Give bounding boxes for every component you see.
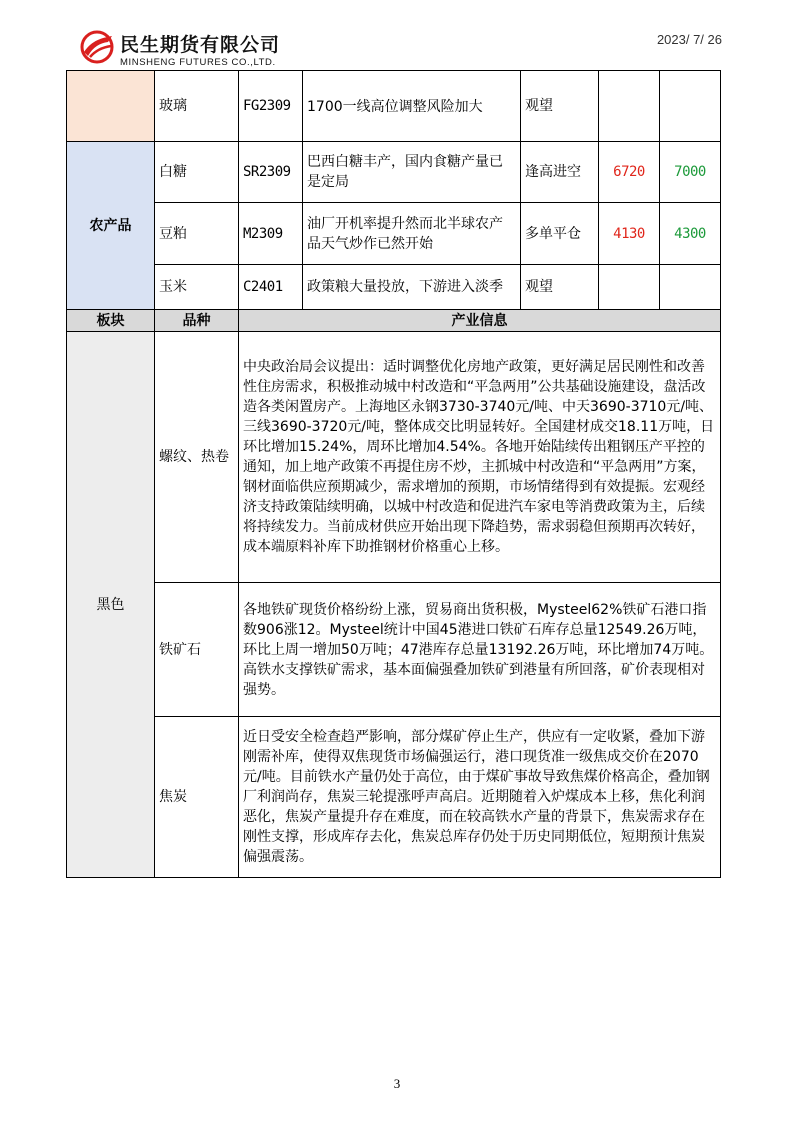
table-row: [67, 583, 721, 717]
strategy-cell: 观望: [521, 265, 599, 310]
variety-cell: 焦炭: [155, 717, 239, 878]
page-number: 3: [393, 1076, 401, 1091]
target-cell: [660, 71, 721, 142]
code-cell: SR2309: [239, 142, 303, 203]
report-date: 2023/ 7/ 26: [656, 32, 722, 47]
code-cell: FG2309: [239, 71, 303, 142]
table-row: [67, 332, 721, 583]
info-header-row: [67, 310, 721, 332]
company-name-cn: 民生期货有限公司: [120, 34, 281, 56]
logic-cell: 巴西白糖丰产，国内食糖产量已是定局: [303, 142, 521, 203]
industry-info-text: 各地铁矿现货价格纷纷上涨，贸易商出货积极，Mysteel62%铁矿石港口指数906涨12。Mysteel统计中国45港进口铁矿石库存总量12549.26万吨，环比上周一增加50万吨；47港库存总量13192.26万吨，环比增加74万吨。高铁水支撑铁矿需求，基本面偏强叠加铁矿到港量有所回落，矿价表现相对强势。: [239, 583, 721, 717]
code-cell: M2309: [239, 203, 303, 265]
sector-cell-empty: [67, 71, 155, 142]
header-industry-info: 产业信息: [239, 310, 721, 332]
target-cell: [660, 265, 721, 310]
logic-cell: 油厂开机率提升然而北半球农产品天气炒作已然开始: [303, 203, 521, 265]
table-row: [67, 265, 721, 310]
variety-cell: 螺纹、热卷: [155, 332, 239, 583]
target-price-cell: 7000: [660, 142, 721, 203]
entry-cell: [599, 265, 660, 310]
entry-price-cell: 4130: [599, 203, 660, 265]
table-row: [67, 71, 721, 142]
logic-cell: 政策粮大量投放，下游进入淡季: [303, 265, 521, 310]
sector-cell-black: 黑色: [67, 332, 155, 878]
variety-cell: 玉米: [155, 265, 239, 310]
target-price-cell: 4300: [660, 203, 721, 265]
table-row: [67, 717, 721, 878]
table-row: [67, 142, 721, 203]
code-cell: C2401: [239, 265, 303, 310]
entry-cell: [599, 71, 660, 142]
strategy-cell: 观望: [521, 71, 599, 142]
company-logo-icon: [78, 30, 116, 64]
variety-cell: 玻璃: [155, 71, 239, 142]
variety-cell: 白糖: [155, 142, 239, 203]
header-variety: 品种: [155, 310, 239, 332]
industry-info-text: 中央政治局会议提出：适时调整优化房地产政策，更好满足居民刚性和改善性住房需求，积极推动城中村改造和“平急两用”公共基础设施建设，盘活改造各类闲置房产。上海地区永钢3730-3740元/吨、中天3690-3710元/吨、三线3690-3720元/吨，整体成交比明显转好。全国建材成交18.11万吨，日环比增加15.24%，周环比增加4.54%。各地开始陆续传出粗钢压产平控的通知，加上地产政策不再提住房不炒，主抓城中村改造和“平急两用”方案，钢材面临供应预期减少，需求增加的预期，市场情绪得到有效提振。宏观经济支持政策陆续明确，以城中村改造和促进汽车家电等消费政策为主，后续将持续发力。当前成材供应开始出现下降趋势，需求弱稳但预期再次转好，成本端原料补库下助推钢材价格重心上移。: [239, 332, 721, 583]
page-header: [78, 26, 722, 70]
company-name-en: MINSHENG FUTURES CO.,LTD.: [120, 57, 276, 68]
strategy-table: [66, 70, 721, 878]
strategy-cell: 逢高进空: [521, 142, 599, 203]
table-row: [67, 203, 721, 265]
variety-cell: 豆粕: [155, 203, 239, 265]
industry-info-text: 近日受安全检查趋严影响，部分煤矿停止生产，供应有一定收紧，叠加下游刚需补库，使得双焦现货市场偏强运行，港口现货准一级焦成交价在2070元/吨。目前铁水产量仍处于高位，由于煤矿事故导致焦煤价格高企，叠加钢厂利润尚存，焦炭三轮提涨呼声高启。近期随着入炉煤成本上移，焦化利润恶化，焦炭产量提升存在难度，而在较高铁水产量的背景下，焦炭需求存在刚性支撑，形成库存去化，焦炭总库存仍处于历史同期低位，短期预计焦炭偏强震荡。: [239, 717, 721, 878]
strategy-cell: 多单平仓: [521, 203, 599, 265]
sector-cell-agri: 农产品: [67, 142, 155, 310]
header-sector: 板块: [67, 310, 155, 332]
variety-cell: 铁矿石: [155, 583, 239, 717]
logic-cell: 1700一线高位调整风险加大: [303, 71, 521, 142]
entry-price-cell: 6720: [599, 142, 660, 203]
